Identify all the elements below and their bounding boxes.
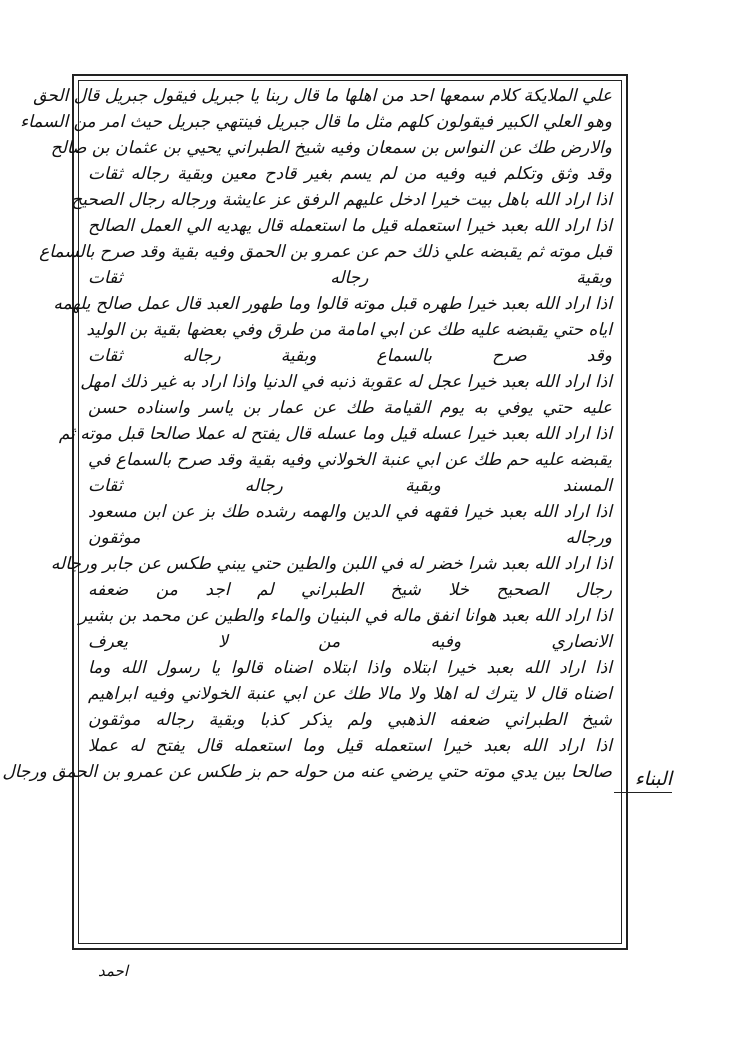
text-line: اذا اراد الله بعبد هوانا انفق ماله في البنيان والماء والطين عن محمد بن بشير — [78, 606, 612, 626]
text-line: الانصاري وفيه من لا يعرف — [88, 632, 612, 652]
text-line: اضناه قال لا يترك له اهلا ولا مالا طك عن ابي عنبة الخولاني وفيه ابراهيم — [88, 684, 612, 704]
text-line: اذا اراد الله بعبد خيرا ابتلاه واذا ابتلاه اضناه قالوا يا رسول الله وما — [88, 658, 612, 678]
text-line: اياه حتي يقبضه عليه طك عن ابي امامة من طرق وفي بعضها بقية بن الوليد — [86, 320, 612, 340]
text-line: قبل موته ثم يقبضه علي ذلك حم عن عمرو بن الحمق وفيه بقية وقد صرح بالسماع — [39, 242, 612, 262]
text-line: عليه حتي يوفي به يوم القيامة طك عن عمار بن ياسر واسناده حسن — [88, 398, 612, 418]
text-line: وقد صرح بالسماع وبقية رجاله ثقات — [88, 346, 612, 366]
text-line: وهو العلي الكبير فيقولون كلهم مثل ما قال جبريل فينتهي جبريل حيث امر من السماء — [20, 112, 612, 132]
text-line: اذا اراد الله بعبد شرا خضر له في اللبن والطين حتي يبني طكس عن جابر ورجاله — [50, 554, 612, 574]
margin-note — [614, 768, 672, 793]
text-line: المسند وبقية رجاله ثقات — [88, 476, 612, 496]
manuscript-text — [2, 86, 616, 938]
text-line: اذا اراد الله بعبد خيرا فقهه في الدين والهمه رشده طك بز عن ابن مسعود — [88, 502, 612, 522]
text-line: والارض طك عن النواس بن سمعان وفيه شيخ الطبراني يحيي بن عثمان بن صالح — [50, 138, 612, 158]
catchword: احمد — [98, 962, 128, 980]
text-line: يقبضه عليه حم طك عن ابي عنبة الخولاني وفيه بقية وقد صرح بالسماع في — [88, 450, 612, 470]
text-line: علي الملايكة كلام سمعها احد من اهلها ما قال ربنا يا جبريل فيقول جبريل قال الحق — [33, 86, 612, 106]
margin-note-text: البناء — [634, 768, 672, 790]
text-line: صالحا بين يدي موته حتي يرضي عنه من حوله حم بز طكس عن عمرو بن الحمق ورجال — [2, 762, 612, 782]
text-line: وبقية رجاله ثقات — [88, 268, 612, 288]
text-line: رجال الصحيح خلا شيخ الطبراني لم اجد من ضعفه — [88, 580, 612, 600]
text-line: اذا اراد الله باهل بيت خيرا ادخل عليهم الرفق عز عايشة ورجاله رجال الصحيح — [71, 190, 612, 210]
margin-note-underline — [614, 792, 672, 793]
text-line: شيخ الطبراني ضعفه الذهبي ولم يذكر كذبا وبقية رجاله موثقون — [88, 710, 612, 730]
text-line: اذا اراد الله بعبد خيرا طهره قبل موته قالوا وما طهور العبد قال عمل صالح يلهمه — [53, 294, 612, 314]
text-line: اذا اراد الله بعبد خيرا عجل له عقوبة ذنبه في الدنيا واذا اراد به غير ذلك امهل — [80, 372, 612, 392]
text-line: اذا اراد الله بعبد خيرا عسله قيل وما عسله قال يفتح له عملا صالحا قبل موته ثم — [58, 424, 612, 444]
text-line: اذا اراد الله بعبد خيرا استعمله قيل ما استعمله قال يهديه الي العمل الصالح — [88, 216, 612, 236]
text-line: اذا اراد الله بعبد خيرا استعمله قيل وما استعمله قال يفتح له عملا — [88, 736, 612, 756]
text-line: وقد وثق وتكلم فيه وفيه من لم يسم بغير قادح معين وبقية رجاله ثقات — [88, 164, 612, 184]
text-line: ورجاله موثقون — [88, 528, 612, 548]
